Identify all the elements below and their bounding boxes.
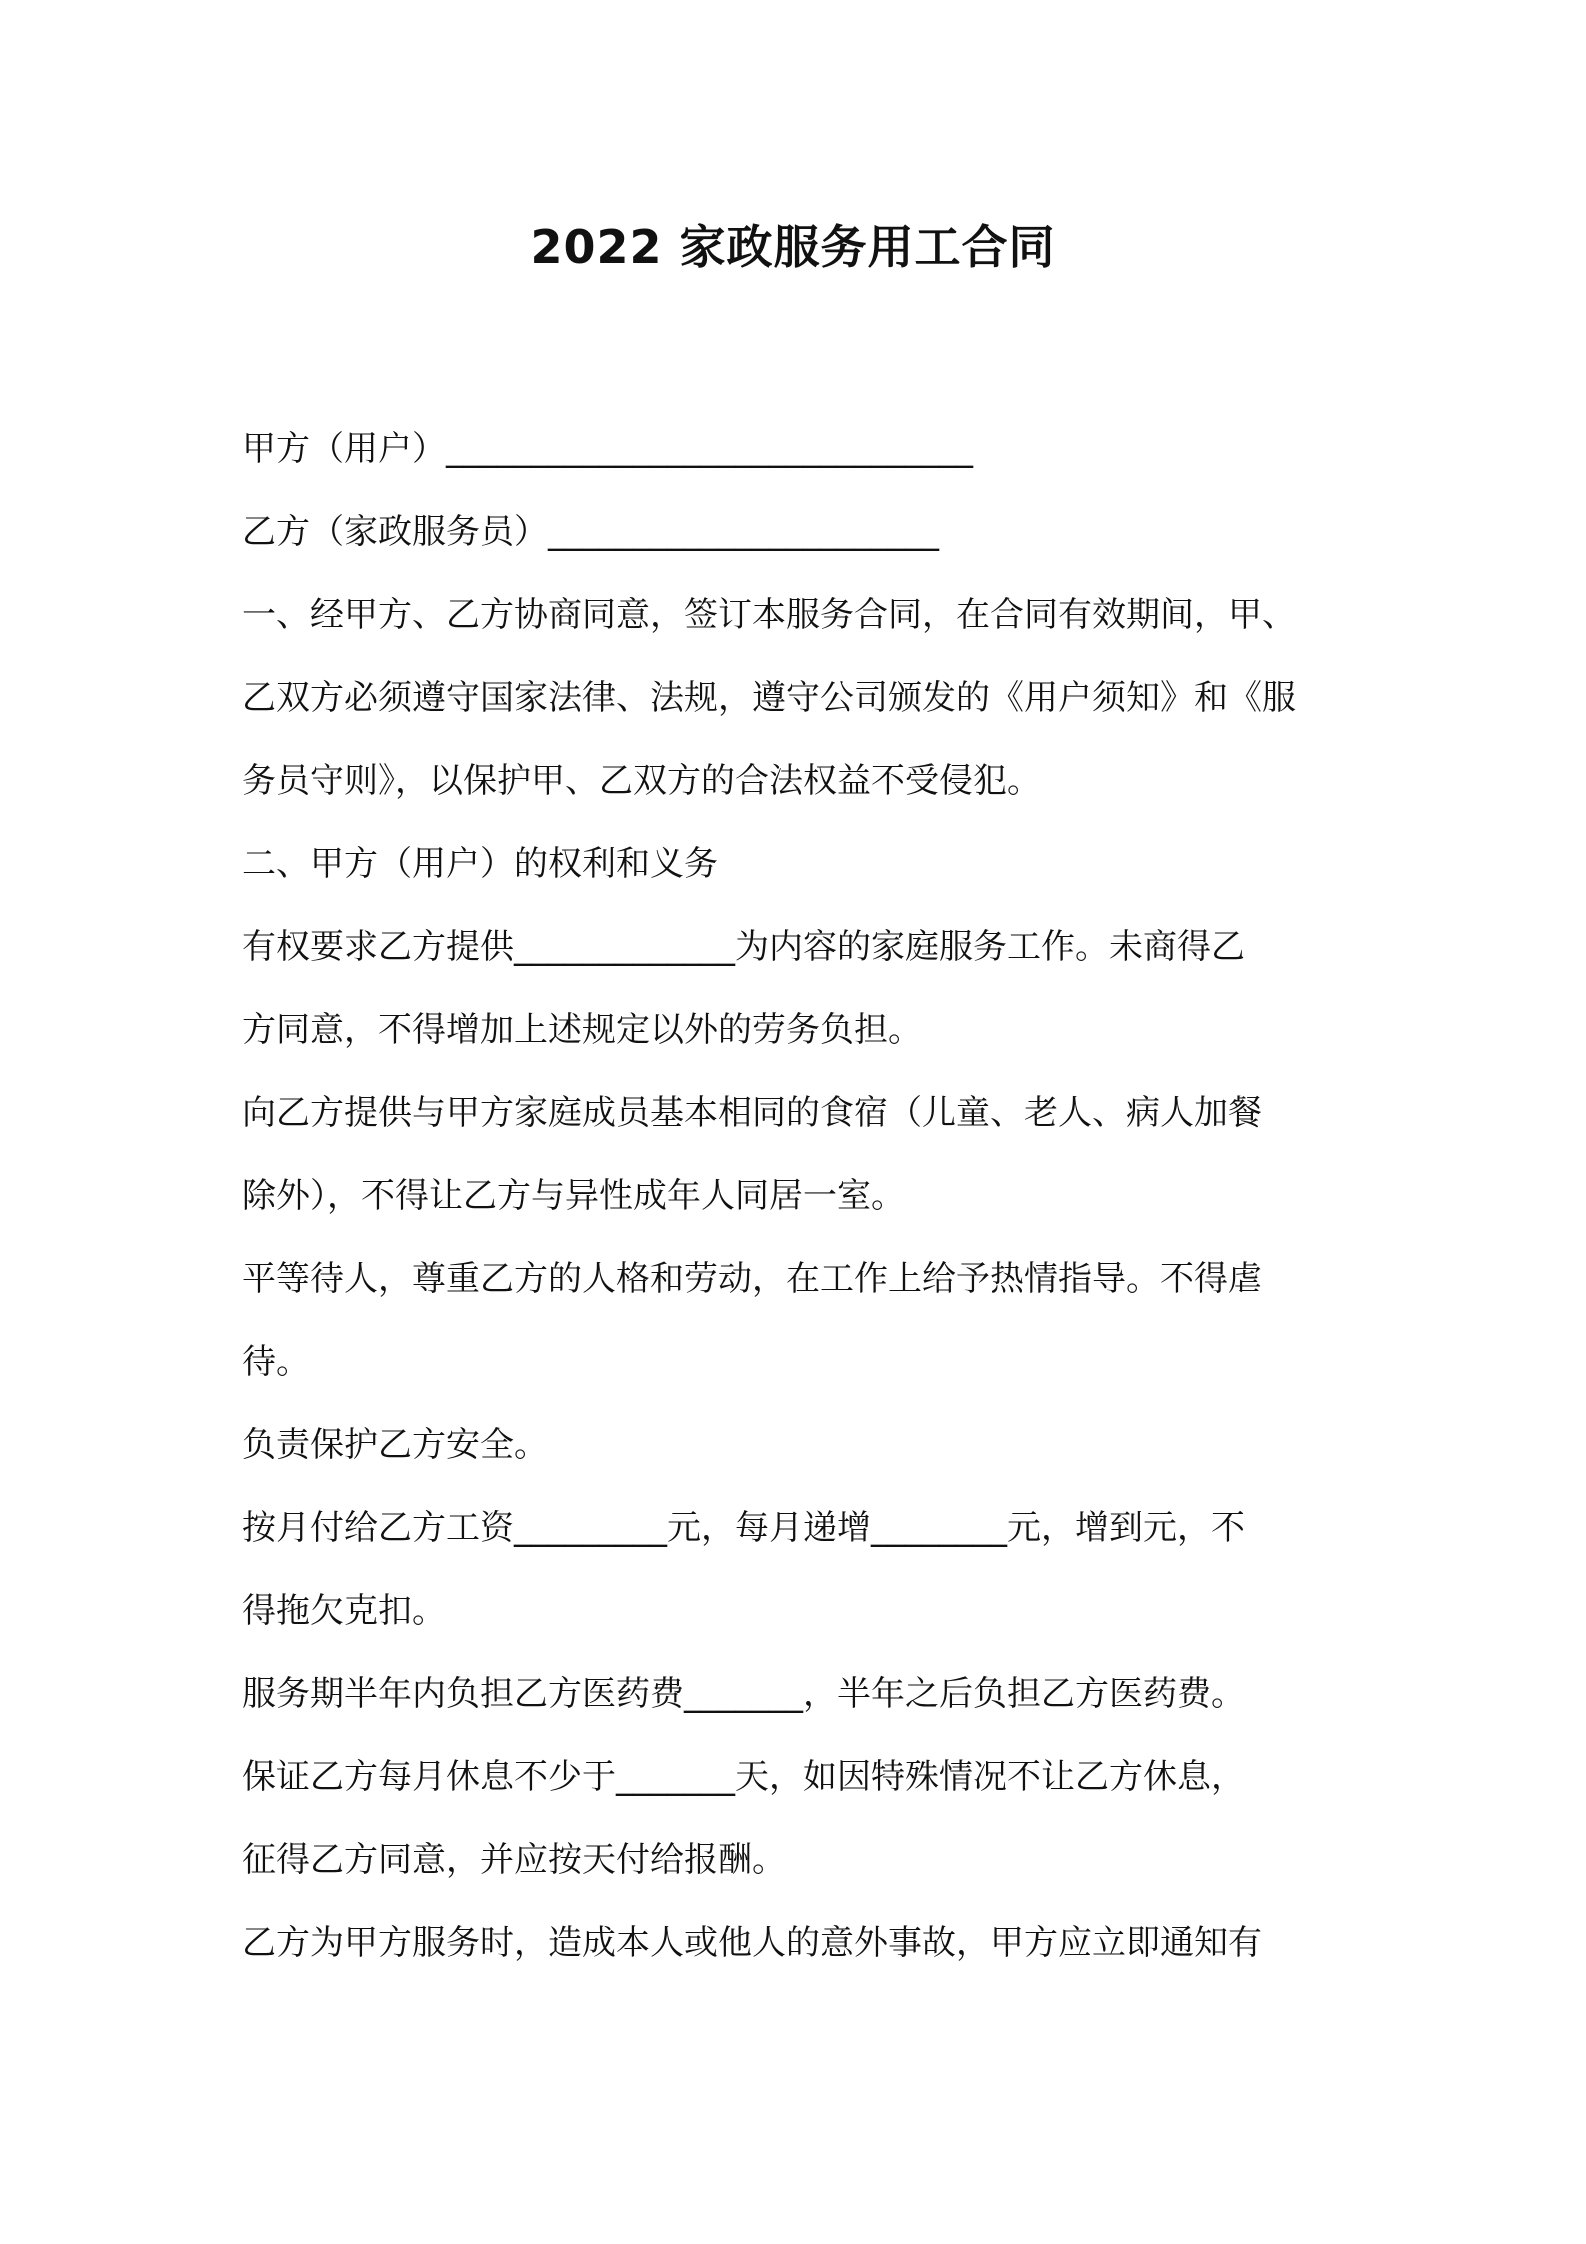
paragraph-line: 除外），不得让乙方与异性成年人同居一室。: [242, 1176, 905, 1216]
paragraph-line: 向乙方提供与甲方家庭成员基本相同的食宿（儿童、老人、病人加餐: [242, 1093, 1262, 1133]
paragraph-line: 一、经甲方、乙方协商同意，签订本服务合同，在合同有效期间，甲、: [242, 595, 1296, 635]
party-b-line: 乙方（家政服务员）_______________________: [242, 512, 939, 552]
paragraph-line: 按月付给乙方工资_________元，每月递增________元，增到元，不: [242, 1508, 1245, 1548]
paragraph-line: 乙方为甲方服务时，造成本人或他人的意外事故，甲方应立即通知有: [242, 1923, 1262, 1963]
document-body: [242, 408, 1362, 1985]
paragraph-line: 务员守则》，以保护甲、乙双方的合法权益不受侵犯。: [242, 761, 1041, 801]
paragraph-line: 负责保护乙方安全。: [242, 1425, 548, 1465]
paragraph-line: 待。: [242, 1342, 310, 1382]
paragraph-line: 平等待人，尊重乙方的人格和劳动，在工作上给予热情指导。不得虐: [242, 1259, 1262, 1299]
paragraph-line: 乙双方必须遵守国家法律、法规，遵守公司颁发的《用户须知》和《服: [242, 678, 1296, 718]
paragraph-line: 方同意，不得增加上述规定以外的劳务负担。: [242, 1010, 922, 1050]
paragraph-line: 得拖欠克扣。: [242, 1591, 446, 1631]
paragraph-line: 有权要求乙方提供_____________为内容的家庭服务工作。未商得乙: [242, 927, 1245, 967]
paragraph-line: 保证乙方每月休息不少于_______天，如因特殊情况不让乙方休息，: [242, 1757, 1245, 1797]
paragraph-line: 征得乙方同意，并应按天付给报酬。: [242, 1840, 786, 1880]
paragraph-line: 服务期半年内负担乙方医药费_______，半年之后负担乙方医药费。: [242, 1674, 1245, 1714]
section-heading: 二、甲方（用户）的权利和义务: [242, 844, 718, 884]
party-a-line: 甲方（用户）_______________________________: [242, 429, 973, 469]
document-title: 2022 家政服务用工合同: [530, 220, 1056, 274]
